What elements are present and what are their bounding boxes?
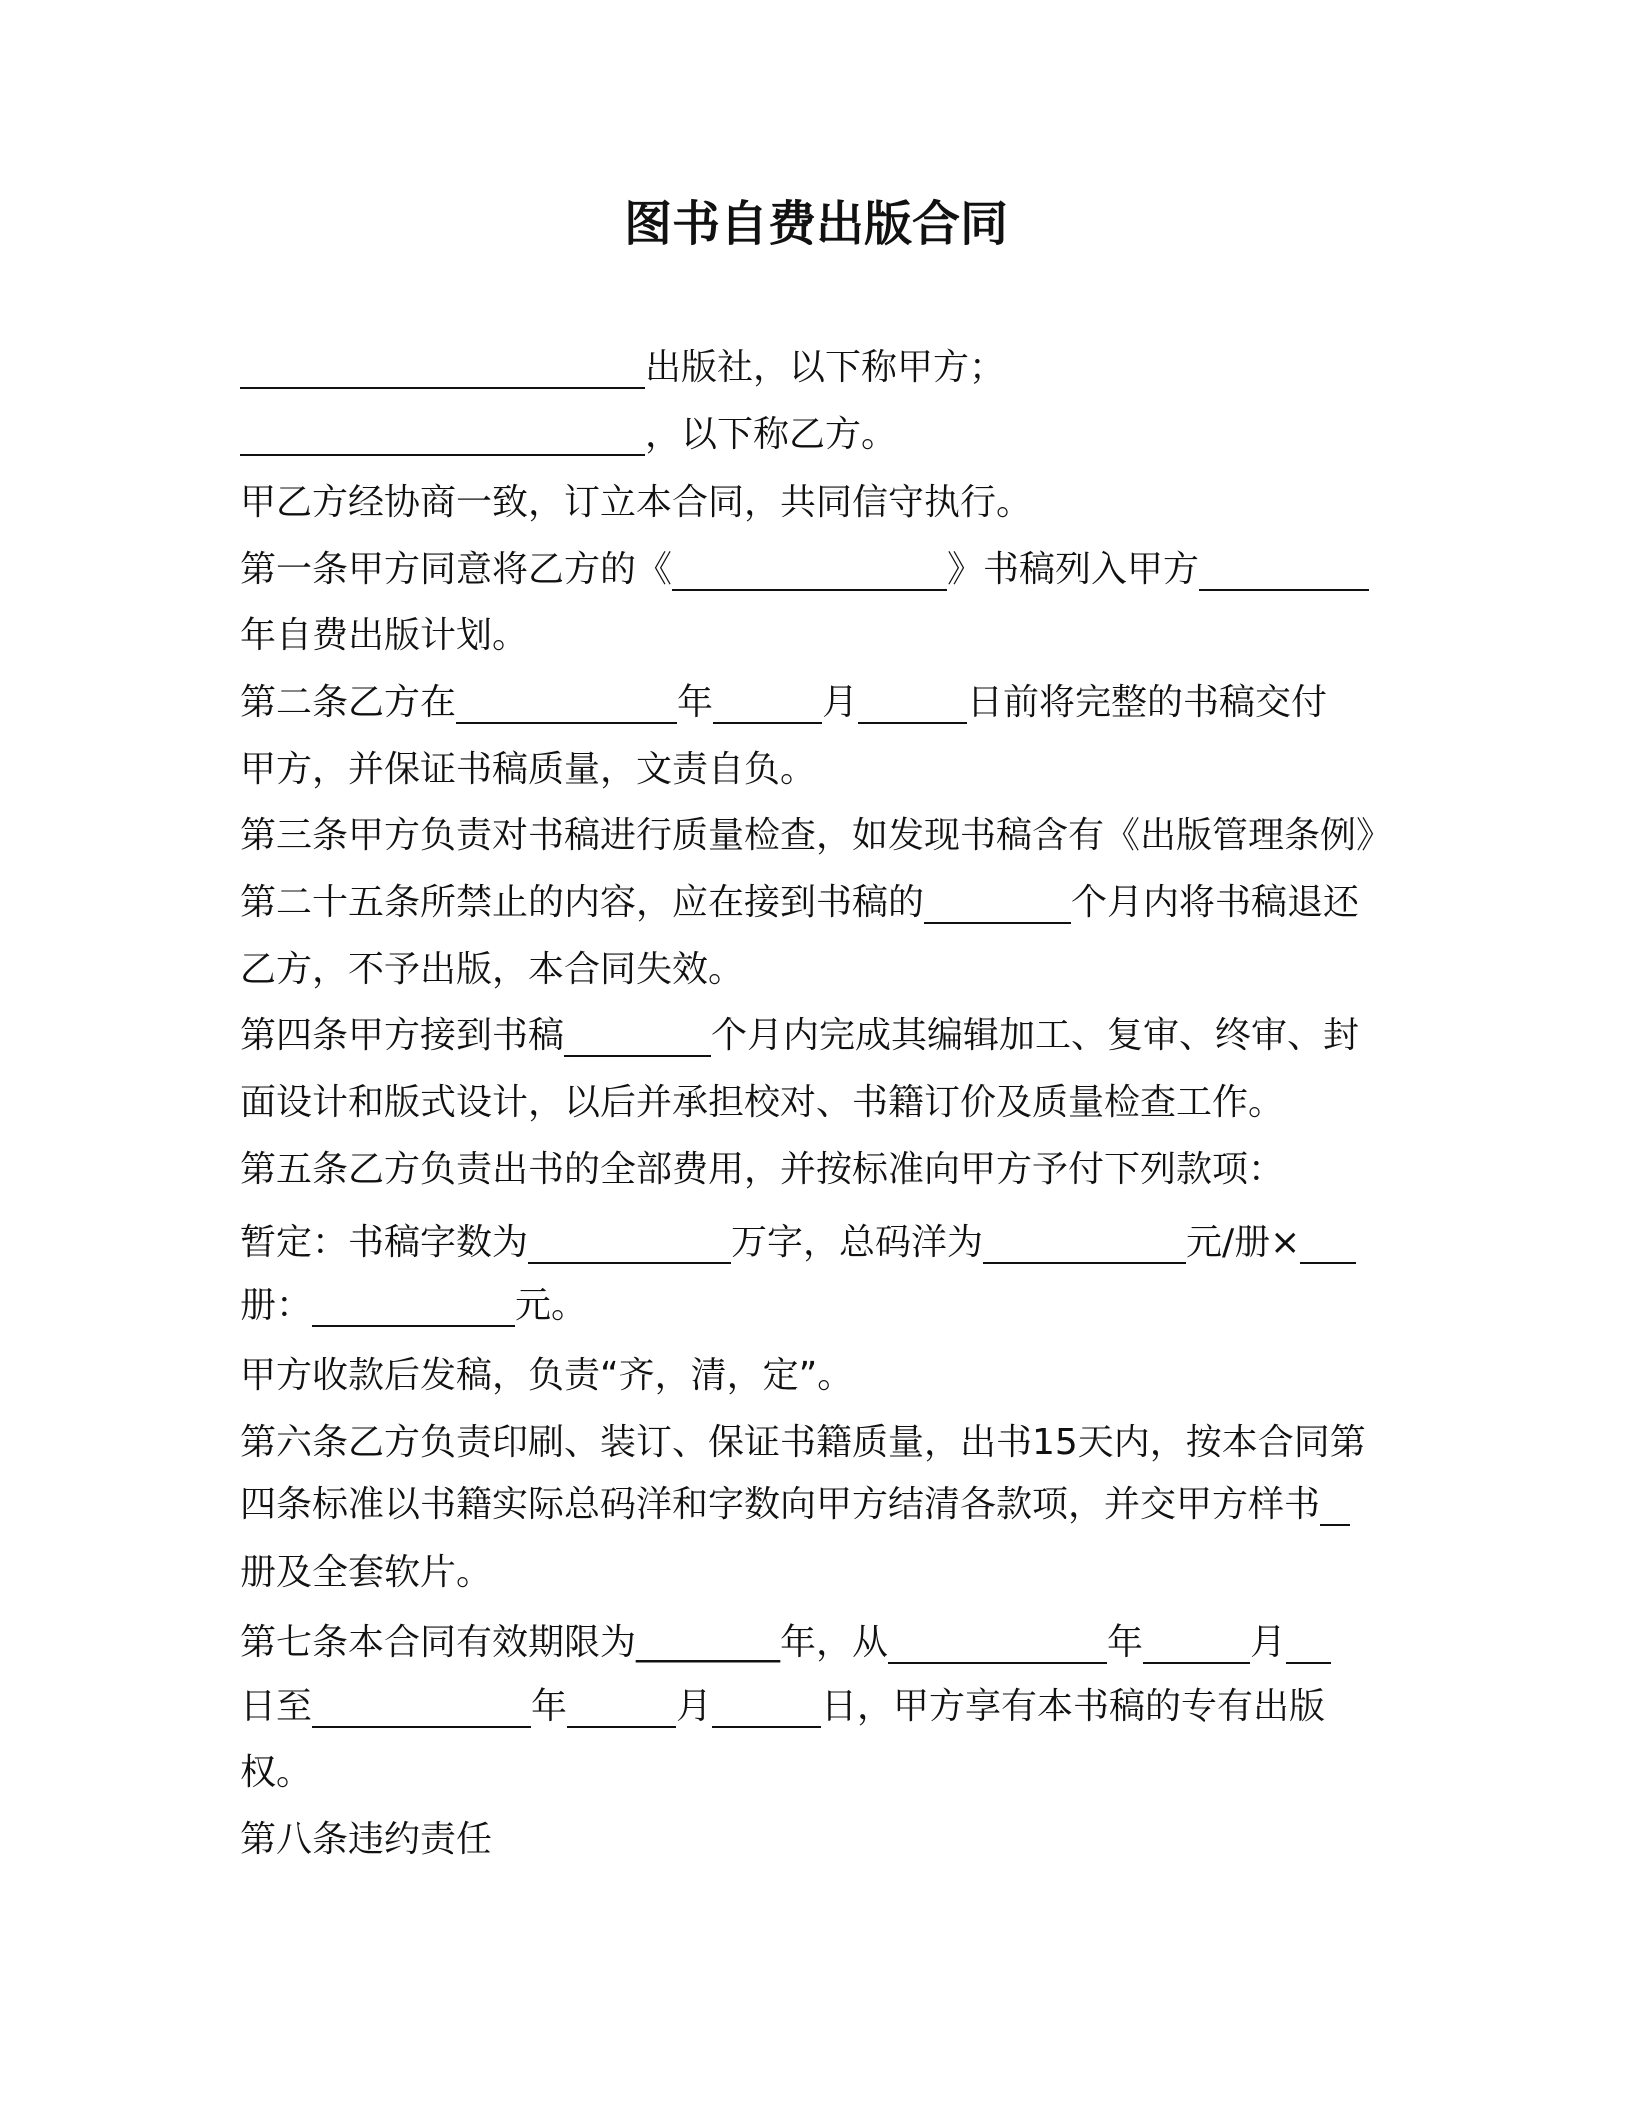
sample-copies-blank <box>1320 1523 1350 1526</box>
party-b-name-blank <box>240 453 645 456</box>
copies-blank <box>1300 1261 1356 1264</box>
book-title-blank <box>672 588 947 591</box>
article-2-text-1: 第二条乙方在 <box>240 682 457 723</box>
article-2-month-label: 月 <box>822 682 859 723</box>
article-1-line-1 <box>240 536 1369 603</box>
article-5-text-5: 元。 <box>515 1285 588 1326</box>
party-a-name-blank <box>240 386 645 389</box>
article-4-line-1 <box>240 1002 1359 1069</box>
party-a-line <box>240 334 1005 401</box>
article-5-text-1: 暂定：书稿字数为 <box>240 1222 529 1263</box>
article-3-text-1: 第二十五条所禁止的内容，应在接到书稿的 <box>240 882 925 923</box>
article-3-text-2: 个月内将书稿退还 <box>1071 882 1360 923</box>
article-1-text-2: 》书稿列入甲方 <box>947 549 1200 590</box>
preamble: 甲乙方经协商一致，订立本合同，共同信守执行。 <box>240 482 1033 523</box>
article-5-line-3 <box>240 1272 587 1339</box>
article-7-year-label: 年 <box>1107 1622 1144 1663</box>
article-7-end-month-label: 月 <box>676 1686 713 1727</box>
article-5-line-4: 甲方收款后发稿，负责“齐，清，定”。 <box>240 1355 854 1396</box>
article-3-line-2 <box>240 869 1359 936</box>
word-count-blank <box>528 1261 731 1264</box>
article-6-line-1: 第六条乙方负责印刷、装订、保证书籍质量，出书15天内，按本合同第 <box>240 1422 1366 1463</box>
article-1-line-2: 年自费出版计划。 <box>240 615 529 656</box>
delivery-year-blank <box>456 721 677 724</box>
list-price-blank <box>983 1261 1186 1264</box>
article-5-text-3: 元/册× <box>1186 1222 1301 1263</box>
article-2-line-1 <box>240 669 1327 736</box>
delivery-day-blank <box>858 721 967 724</box>
start-day-blank <box>1286 1661 1331 1664</box>
article-2-text-2: 日前将完整的书稿交付 <box>967 682 1328 723</box>
article-7-text-2: 日至 <box>240 1686 313 1727</box>
article-7-line-3: 权。 <box>240 1752 313 1793</box>
party-b-line <box>240 401 897 468</box>
article-5-line-1: 第五条乙方负责出书的全部费用，并按标准向甲方予付下列款项： <box>240 1149 1285 1190</box>
total-amount-blank <box>312 1324 515 1327</box>
article-3-line-3: 乙方，不予出版，本合同失效。 <box>240 949 745 990</box>
article-5-text-2: 万字，总码洋为 <box>731 1222 984 1263</box>
start-month-blank <box>1143 1661 1250 1664</box>
article-7-end-year-label: 年 <box>531 1686 568 1727</box>
start-year-blank <box>888 1661 1107 1664</box>
party-a-suffix: 出版社，以下称甲方； <box>645 347 1006 388</box>
article-2-line-2: 甲方，并保证书稿质量，文责自负。 <box>240 749 817 790</box>
article-7-text-1: 第七条本合同有效期限为________年，从 <box>240 1622 889 1663</box>
article-4-line-2: 面设计和版式设计，以后并承担校对、书籍订价及质量检查工作。 <box>240 1082 1285 1123</box>
article-4-text-2: 个月内完成其编辑加工、复审、终审、封 <box>711 1015 1360 1056</box>
delivery-month-blank <box>713 721 822 724</box>
article-3-line-1: 第三条甲方负责对书稿进行质量检查，如发现书稿含有《出版管理条例》 <box>240 815 1393 856</box>
party-b-suffix: ，以下称乙方。 <box>645 414 898 455</box>
article-7-line-2 <box>240 1673 1325 1740</box>
article-5-line-2 <box>240 1209 1356 1276</box>
article-4-text-1: 第四条甲方接到书稿 <box>240 1015 565 1056</box>
article-6-text-2: 四条标准以书籍实际总码洋和字数向甲方结清各款项，并交甲方样书 <box>240 1484 1321 1525</box>
end-day-blank <box>712 1725 821 1728</box>
editing-months-blank <box>564 1054 711 1057</box>
document-title: 图书自费出版合同 <box>623 196 1008 252</box>
article-6-line-2 <box>240 1471 1350 1538</box>
article-5-text-4: 册： <box>240 1285 313 1326</box>
article-7-text-3: 日，甲方享有本书稿的专有出版 <box>821 1686 1326 1727</box>
article-2-year-label: 年 <box>677 682 714 723</box>
end-year-blank <box>312 1725 531 1728</box>
article-6-line-3: 册及全套软片。 <box>240 1552 493 1593</box>
article-1-text-1: 第一条甲方同意将乙方的《 <box>240 549 673 590</box>
article-7-month-label: 月 <box>1250 1622 1287 1663</box>
end-month-blank <box>567 1725 676 1728</box>
return-months-blank <box>924 921 1071 924</box>
plan-year-blank <box>1199 588 1369 591</box>
article-8-heading: 第八条违约责任 <box>240 1819 493 1860</box>
article-7-line-1 <box>240 1609 1331 1676</box>
